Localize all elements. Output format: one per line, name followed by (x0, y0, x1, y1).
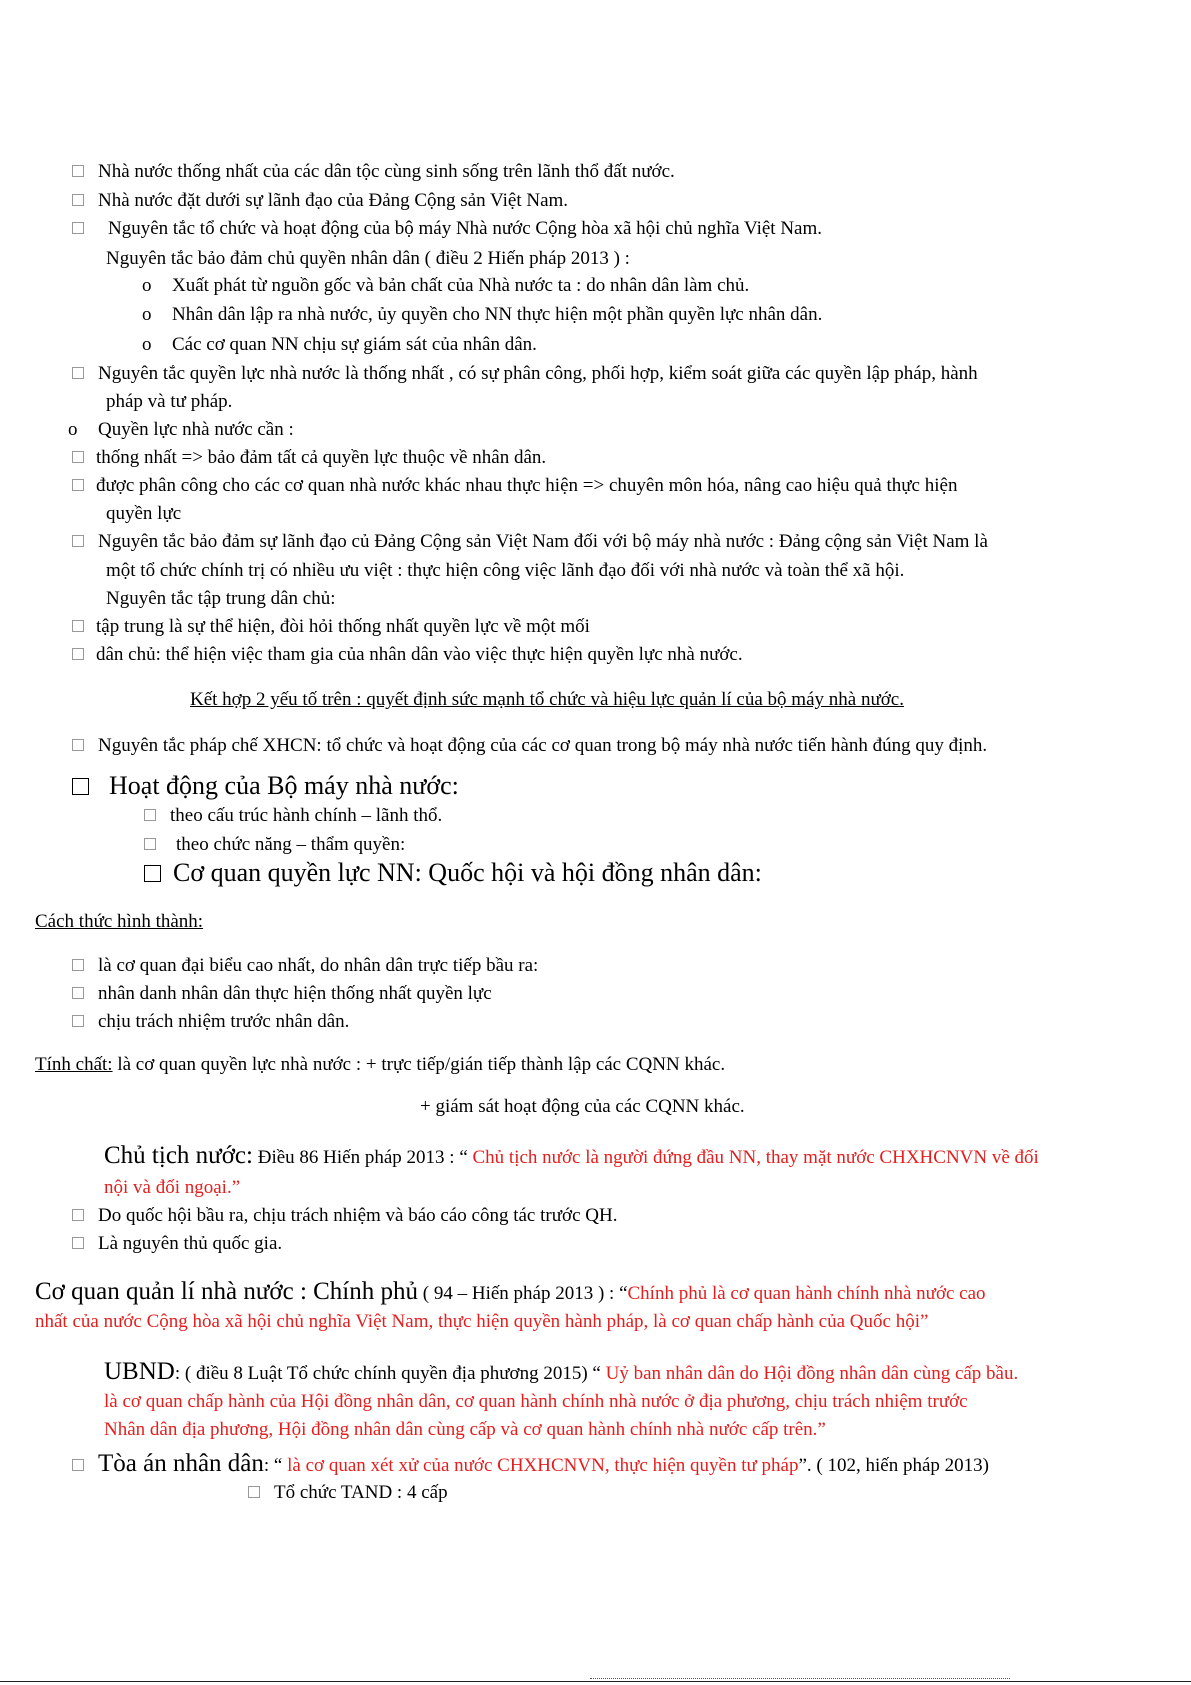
paragraph: pháp và tư pháp. (106, 391, 233, 412)
checkbox-bullet-icon (72, 194, 84, 206)
checkbox-bullet-icon (72, 987, 84, 999)
sub-list-item: o Nhân dân lập ra nhà nước, ủy quyền cho NN thực hiện một phần quyền lực nhân dân. (142, 304, 823, 325)
list-item: là cơ quan đại biểu cao nhất, do nhân dân trực tiếp bầu ra: (72, 954, 538, 978)
list-item: Do quốc hội bầu ra, chịu trách nhiệm và báo cáo công tác trước QH. (72, 1204, 617, 1228)
checkbox-bullet-icon (72, 222, 84, 234)
list-item: dân chủ: thể hiện việc tham gia của nhân dân vào việc thực hiện quyền lực nhà nước. (72, 643, 743, 667)
paragraph: Nguyên tắc tập trung dân chủ: (106, 588, 336, 609)
circle-bullet-icon: o (142, 334, 152, 355)
underlined-conclusion: Kết hợp 2 yếu tố trên : quyết định sức mạnh tổ chức và hiệu lực quản lí của bộ máy nhà nước. (190, 689, 904, 710)
checkbox-bullet-icon (144, 809, 156, 821)
checkbox-bullet-icon (72, 367, 84, 379)
checkbox-bullet-icon (248, 1486, 260, 1498)
sub-list-item: o Quyền lực nhà nước cần : (68, 419, 294, 440)
paragraph: nội và đối ngoại.” (104, 1177, 241, 1198)
circle-bullet-icon: o (142, 275, 152, 296)
checkbox-bullet-icon (72, 739, 84, 751)
checkbox-bullet-icon (72, 165, 84, 177)
checkbox-bullet-icon (72, 1015, 84, 1027)
page-bottom-dots (590, 1678, 1010, 1683)
checkbox-bullet-icon (144, 865, 161, 882)
list-item: tập trung là sự thể hiện, đòi hỏi thống nhất quyền lực về một mối (72, 615, 590, 639)
paragraph: + giám sát hoạt động của các CQNN khác. (420, 1096, 745, 1117)
list-item: Nguyên tắc pháp chế XHCN: tổ chức và hoạt động của các cơ quan trong bộ máy nhà nước tiến hành đúng quy định. (72, 734, 987, 758)
list-item: nhân danh nhân dân thực hiện thống nhất quyền lực (72, 982, 492, 1006)
sub-list-item: o Các cơ quan NN chịu sự giám sát của nhân dân. (142, 334, 537, 355)
paragraph: Nguyên tắc bảo đảm chủ quyền nhân dân ( điều 2 Hiến pháp 2013 ) : (106, 248, 630, 269)
subheading: Cách thức hình thành: (35, 911, 204, 932)
checkbox-bullet-icon (72, 1209, 84, 1221)
section-heading: Chủ tịch nước: Điều 86 Hiến pháp 2013 : “ Chủ tịch nước là người đứng đầu NN, thay mặt nước CHXHCNVN về đối (104, 1142, 1039, 1169)
list-item: Tổ chức TAND : 4 cấp (248, 1481, 448, 1505)
list-item: Nguyên tắc quyền lực nhà nước là thống nhất , có sự phân công, phối hợp, kiểm soát giữa các quyền lập pháp, hành (72, 362, 978, 386)
sub-list-item: o Xuất phát từ nguồn gốc và bản chất của Nhà nước ta : do nhân dân làm chủ. (142, 275, 750, 296)
section-heading: Tòa án nhân dân: “ là cơ quan xét xử của nước CHXHCNVN, thực hiện quyền tư pháp”. ( 102, hiến pháp 2013) (72, 1448, 989, 1482)
checkbox-bullet-icon (72, 1237, 84, 1249)
paragraph: một tổ chức chính trị có nhiều ưu việt : thực hiện công việc lãnh đạo đối với nhà nước và toàn thể xã hội. (106, 560, 905, 581)
checkbox-bullet-icon (72, 959, 84, 971)
list-item: theo chức năng – thẩm quyền: (144, 833, 405, 857)
section-heading: Hoạt động của Bộ máy nhà nước: (72, 770, 459, 802)
section-heading: Cơ quan quản lí nhà nước : Chính phủ ( 94 – Hiến pháp 2013 ) : “Chính phủ là cơ quan hành chính nhà nước cao (35, 1278, 986, 1305)
paragraph: nhất của nước Cộng hòa xã hội chủ nghĩa Việt Nam, thực hiện quyền hành pháp, là cơ quan chấp hành của Quốc hội” (35, 1311, 929, 1332)
checkbox-bullet-icon (72, 620, 84, 632)
checkbox-bullet-icon (72, 778, 89, 795)
section-heading: Cơ quan quyền lực NN: Quốc hội và hội đồng nhân dân: (144, 857, 762, 889)
list-item: Nguyên tắc tổ chức và hoạt động của bộ máy Nhà nước Cộng hòa xã hội chủ nghĩa Việt Nam. (72, 217, 822, 241)
checkbox-bullet-icon (72, 451, 84, 463)
list-item: thống nhất => bảo đảm tất cả quyền lực thuộc về nhân dân. (72, 446, 546, 470)
list-item: Là nguyên thủ quốc gia. (72, 1232, 282, 1256)
circle-bullet-icon: o (68, 419, 78, 440)
section-heading: UBND: ( điều 8 Luật Tổ chức chính quyền địa phương 2015) “ Uỷ ban nhân dân do Hội đồng nhân dân cùng cấp bầu. (104, 1358, 1019, 1385)
list-item: theo cấu trúc hành chính – lãnh thổ. (144, 804, 442, 828)
checkbox-bullet-icon (72, 479, 84, 491)
checkbox-bullet-icon (144, 838, 156, 850)
paragraph: Nhân dân địa phương, Hội đồng nhân dân cùng cấp và cơ quan hành chính nhà nước cấp trên.” (104, 1419, 826, 1440)
paragraph: quyền lực (106, 503, 182, 524)
list-item: Nguyên tắc bảo đảm sự lãnh đạo củ Đảng Cộng sản Việt Nam đối với bộ máy nhà nước : Đảng cộng sản Việt Nam là (72, 530, 988, 554)
circle-bullet-icon: o (142, 304, 152, 325)
list-item: Nhà nước đặt dưới sự lãnh đạo của Đảng Cộng sản Việt Nam. (72, 189, 568, 213)
list-item: Nhà nước thống nhất của các dân tộc cùng sinh sống trên lãnh thổ đất nước. (72, 160, 675, 184)
list-item: được phân công cho các cơ quan nhà nước khác nhau thực hiện => chuyên môn hóa, nâng cao hiệu quả thực hiện (72, 474, 957, 498)
checkbox-bullet-icon (72, 648, 84, 660)
checkbox-bullet-icon (72, 535, 84, 547)
list-item: chịu trách nhiệm trước nhân dân. (72, 1010, 349, 1034)
checkbox-bullet-icon (72, 1459, 84, 1471)
paragraph: Tính chất: là cơ quan quyền lực nhà nước : + trực tiếp/gián tiếp thành lập các CQNN khác. (35, 1054, 726, 1075)
paragraph: là cơ quan chấp hành của Hội đồng nhân dân, cơ quan hành chính nhà nước ở địa phương, chịu trách nhiệm trước (104, 1391, 968, 1412)
